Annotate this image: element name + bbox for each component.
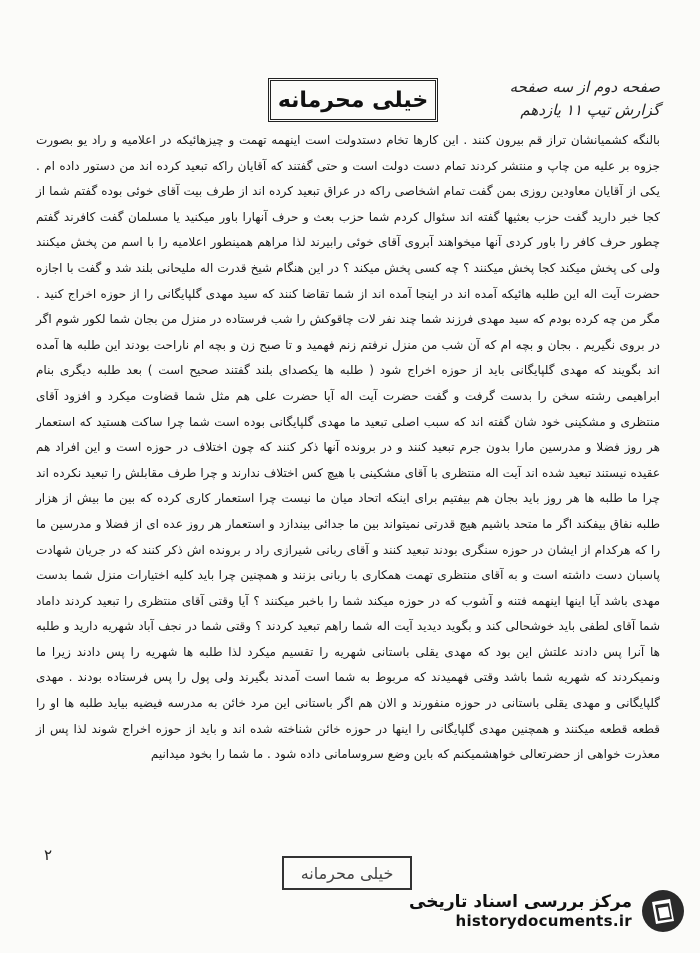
watermark-title: مرکز بررسی اسناد تاریخی bbox=[409, 892, 632, 912]
classification-stamp-top bbox=[268, 78, 438, 122]
handwritten-note-line: گزارش تیپ ۱۱ یازدهم bbox=[520, 101, 660, 119]
classification-stamp-bottom bbox=[282, 856, 412, 890]
classification-stamp-text: خیلی محرمانه bbox=[300, 863, 394, 883]
classification-stamp-text: خیلی محرمانه bbox=[277, 87, 429, 113]
body-paragraph: بالنگه کشمیانشان تراز قم بیرون کنند . این کارها تخام دستدولت است اینهمه تهمت و چیزهائیکه در اعلامیه و راد یو بصورت جزوه بر علیه من چاپ و منتشر کردند تمام دست دولت است و حتی گفتند که آقایان راکه تبعید کرده اند من دستور داده ام . یکی از آقایان معاودین روزی بمن گفت تمام اشخاصی راکه در عراق تبعید کرده اند از طرف بیت آقای خوئی بوده گفتم شما از کجا خبر دارید گفت حزب بعثیها گفته اند سئوال کردم شما حزب بعث و حرف آنهارا باور میکنید یا مسلمان گفت کافرند گفتم چطور حرف کافر را باور کردی آنها میخواهند آبروی آقای خوئی رابیرند لذا مراهم همینطور اعلامیه را با اسم من پخش میکنند ولی کی پخش میکند کجا پخش میکنند ؟ چه کسی پخش میکند ؟ در این هنگام شیخ قدرت اله ملیحانی بلند شد و گفت با اجازه حضرت آیت اله این طلبه هائیکه آمده اند در اینجا آمده اند از شما تقاضا کنند که سید مهدی گلپایگانی را از حوزه اخراج کنید . مگر من چه کرده بودم که سید مهدی فرزند شما چند نفر لات چاقوکش را شب فرستاده در منزل من بجان شما لکور شوم اگر در بروی نگیریم . بجان و بچه ام که آن شب من منزل نرفتم زنم فهمید و تا صبح زن و بچه ام ناراحت بودند این طلبه ها آمده اند بگویند که مهدی گلپایگانی باید از حوزه اخراج شود ( طلبه ها یکصدای بلند گفتند صحیح است ) بعد طلبه دیگری بنام ابراهیمی رشته سخن را بدست گرفت و گفت حضرت آیت اله آیا حضرت علی هم مثل شما قضاوت میکرد و افزود آقای منتظری و مشکینی خود شان گفته اند که سبب اصلی تبعید ما مهدی گلپایگانی بوده است شما چرا ساکت هستید که استعمار هر روز فضلا و مدرسین مارا بدون جرم تبعید کنند و در برونده آنها ذکر کنند که چون اختلاف در حوزه است و این افراد هم عقیده نیستند تبعید شده اند آیت اله منتظری با آقای مشکینی با هیچ کس اختلاف ندارند و چرا طرف مقابلش را تبعید نکرده اند چرا ما طلبه ها هر روز باید بجان هم بیفتیم برای اینکه اتحاد میان ما نیست چرا استعمار کاری کرده که بین ما بیش از هزار طلبه نفاق بیفکند اگر ما متحد باشیم هیچ قدرتی نمیتواند بین ما جدائی بیندازد و استعمار هر روز عده ای از فضلا و مدرسین ما را که هرکدام از ایشان در حوزه سنگری بودند تبعید کنند و آقای ربانی شیرازی راد ر برونده اش ذکر کنند که در جریان شهادت پاسبان دست داشته است و به آقای منتظری تهمت همکاری با ربانی بزنند و همچنین چرا باید کلیه اختیارات منزل شما بدست مهدی باشد آیا اینها اینهمه فتنه و آشوب که در حوزه میکند شما را باخبر میکنند ؟ آیا وقتی آقای منتظری را تبعید کردند داماد شما آقای لطفی باید خوشحالی کند و بگوید دیدید آیت اله شما راهم تبعید کردند ؟ وقتی شما در نجف آباد شهریه دارید و طلبه ها آنرا پس دادند علتش این بود که مهدی یقلی باستانی شهریه را تقسیم میکرد لذا طلبه ها شهریه را پس دادند زیرا ما ونمیکردند که شهریه شما باشد وقتی فهمیدند که مربوط به شما است آمدند بگیرند ولی پول را پس فرستاده بودند . مهدی گلپایگانی و مهدی یقلی باستانی در حوزه منفورند و الان هم اگر باستانی این مرد خائن به مدرسه فیضیه بیاید طلبه ها او را قطعه قطعه میکنند و همچنین مهدی گلپایگانی را اینها در حوزه خائن شناخته شده اند و باید از حوزه اخراج شوند لذا پس از معذرت خواهی از حضرتعالی خواهشمیکنم که باین وضع سروسامانی داده شود . ما شما را بخود میدانیم bbox=[36, 133, 660, 762]
watermark bbox=[409, 888, 686, 934]
document-body bbox=[36, 128, 660, 768]
archive-folder-icon bbox=[640, 888, 686, 934]
handwritten-note-line: صفحه دوم از سه صفحه bbox=[509, 78, 660, 96]
watermark-url: historydocuments.ir bbox=[455, 912, 632, 930]
margin-number: ۲ bbox=[44, 846, 53, 864]
handwritten-note bbox=[450, 76, 660, 122]
watermark-text bbox=[409, 892, 632, 930]
